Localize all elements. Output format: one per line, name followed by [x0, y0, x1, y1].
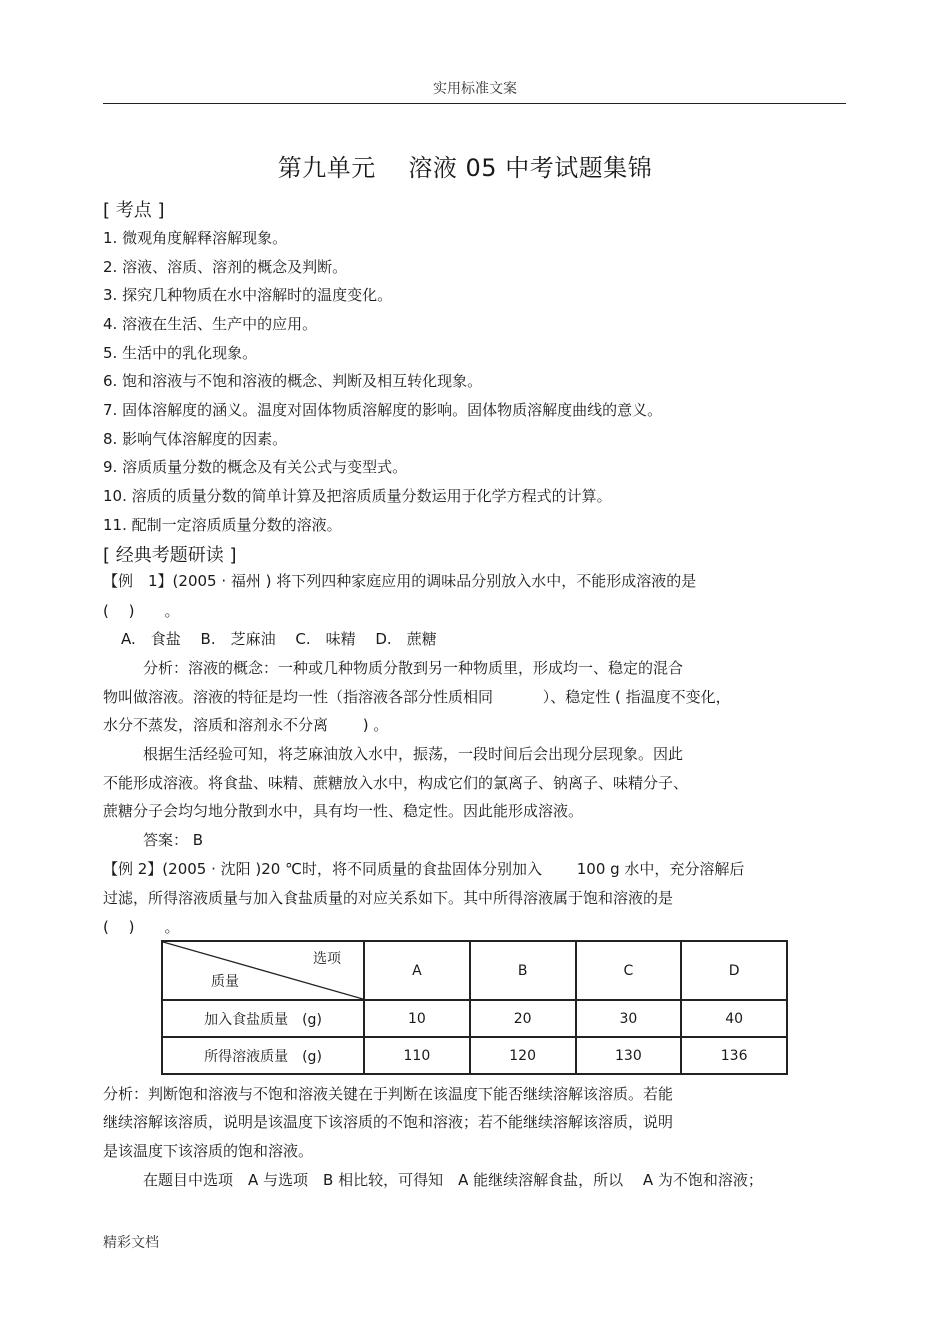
example2-analysis: 继续溶解该溶质，说明是该温度下该溶质的不饱和溶液；若不能继续溶解该溶质，说明 — [103, 1113, 674, 1131]
table-corner-cell — [162, 941, 364, 1000]
point-item: 2. 溶液、溶质、溶剂的概念及判断。 — [103, 258, 348, 276]
corner-label-options: 选项 — [313, 951, 341, 967]
data-table — [161, 940, 788, 1075]
point-item: 3. 探究几种物质在水中溶解时的温度变化。 — [103, 286, 393, 304]
table-cell: 120 — [470, 1037, 576, 1074]
example1-analysis: 根据生活经验可知，将芝麻油放入水中，振荡，一段时间后会出现分层现象。因此 — [143, 745, 684, 763]
point-item: 5. 生活中的乳化现象。 — [103, 344, 258, 362]
page-footer: 精彩文档 — [103, 1235, 159, 1251]
row-label: 加入食盐质量 (g) — [162, 1000, 364, 1037]
column-header: C — [576, 941, 682, 1000]
example2-question: 【例 2】(2005 · 沈阳 )20 ℃时，将不同质量的食盐固体分别加入 100 g 水中，充分溶解后 — [103, 860, 745, 878]
column-header: B — [470, 941, 576, 1000]
table-row — [162, 1000, 787, 1037]
point-item: 11. 配制一定溶质质量分数的溶液。 — [103, 516, 342, 534]
section-heading-examples: [ 经典考题研读 ] — [103, 545, 237, 566]
example1-analysis: 不能形成溶液。将食盐、味精、蔗糖放入水中，构成它们的氯离子、钠离子、味精分子、 — [103, 774, 689, 792]
column-header: D — [681, 941, 787, 1000]
point-item: 6. 饱和溶液与不饱和溶液的概念、判断及相互转化现象。 — [103, 372, 483, 390]
header-rule — [103, 103, 846, 104]
example2-analysis: 在题目中选项 A 与选项 B 相比较，可得知 A 能继续溶解食盐，所以 A 为不饱和溶液； — [143, 1171, 763, 1189]
corner-label-mass: 质量 — [211, 974, 239, 990]
section-heading-points: [ 考点 ] — [103, 200, 165, 221]
example2-blank: ( ) 。 — [103, 918, 180, 936]
column-header: A — [364, 941, 470, 1000]
row-label: 所得溶液质量 (g) — [162, 1037, 364, 1074]
table-cell: 130 — [576, 1037, 682, 1074]
example2-analysis: 分析：判断饱和溶液与不饱和溶液关键在于判断在该温度下能否继续溶解该溶质。若能 — [103, 1085, 674, 1103]
example1-analysis: 水分不蒸发，溶质和溶剂永不分离 ) 。 — [103, 716, 389, 734]
example2-question: 过滤，所得溶液质量与加入食盐质量的对应关系如下。其中所得溶液属于饱和溶液的是 — [103, 889, 674, 907]
page-title: 第九单元 溶液 05 中考试题集锦 — [277, 154, 653, 182]
table-cell: 20 — [470, 1000, 576, 1037]
page-header: 实用标准文案 — [433, 81, 517, 97]
example1-analysis: 物叫做溶液。溶液的特征是均一性（指溶液各部分性质相同 ）、稳定性 ( 指温度不变化， — [103, 688, 731, 706]
example1-question: 【例 1】(2005 · 福州 ) 将下列四种家庭应用的调味品分别放入水中，不能形成溶液的是 — [103, 572, 697, 590]
table-cell: 110 — [364, 1037, 470, 1074]
table-row — [162, 1037, 787, 1074]
table-cell: 136 — [681, 1037, 787, 1074]
example1-answer: 答案： B — [143, 831, 204, 849]
example1-analysis: 分析：溶液的概念：一种或几种物质分散到另一种物质里，形成均一、稳定的混合 — [143, 659, 684, 677]
point-item: 7. 固体溶解度的涵义。温度对固体物质溶解度的影响。固体物质溶解度曲线的意义。 — [103, 401, 663, 419]
point-item: 4. 溶液在生活、生产中的应用。 — [103, 315, 318, 333]
example2-analysis: 是该温度下该溶质的饱和溶液。 — [103, 1142, 314, 1160]
table-cell: 10 — [364, 1000, 470, 1037]
example1-options: A. 食盐 B. 芝麻油 C. 味精 D. 蔗糖 — [121, 630, 437, 648]
point-item: 8. 影响气体溶解度的因素。 — [103, 430, 288, 448]
point-item: 10. 溶质的质量分数的简单计算及把溶质质量分数运用于化学方程式的计算。 — [103, 487, 612, 505]
point-item: 1. 微观角度解释溶解现象。 — [103, 229, 288, 247]
example1-analysis: 蔗糖分子会均匀地分散到水中，具有均一性、稳定性。因此能形成溶液。 — [103, 802, 584, 820]
example1-blank: ( ) 。 — [103, 602, 180, 620]
point-item: 9. 溶质质量分数的概念及有关公式与变型式。 — [103, 458, 408, 476]
table-cell: 30 — [576, 1000, 682, 1037]
table-header-row — [162, 941, 787, 1000]
table-cell: 40 — [681, 1000, 787, 1037]
